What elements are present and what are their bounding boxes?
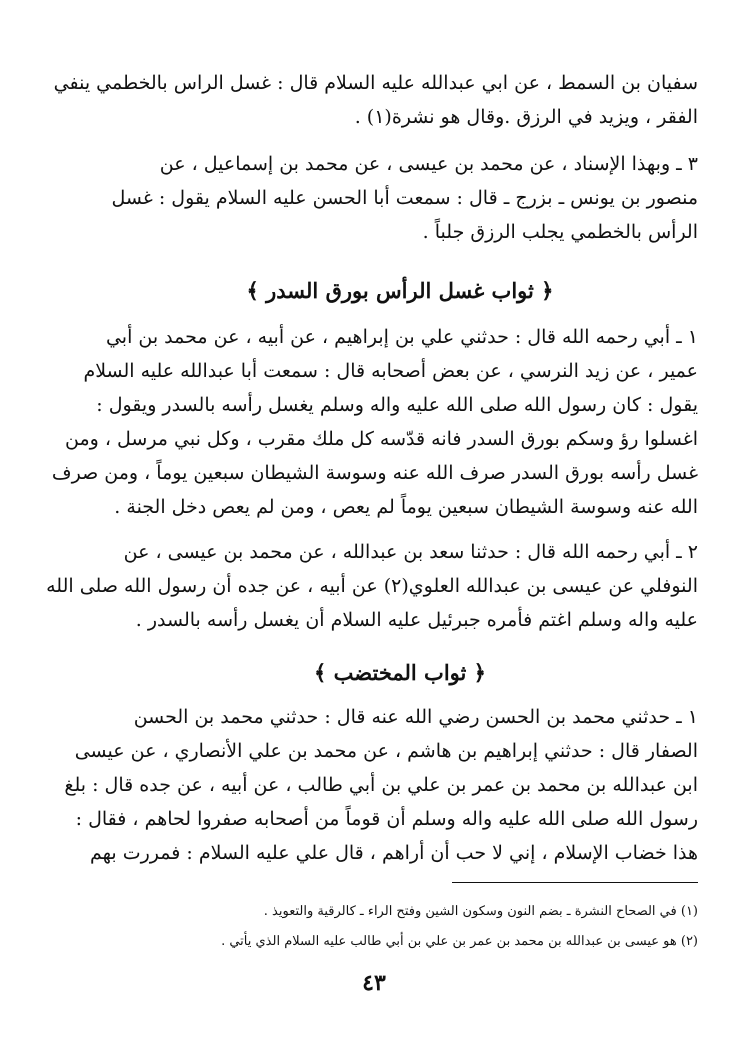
footnote-separator: [452, 882, 698, 883]
paragraph-1: [53, 66, 698, 134]
text-line: منصور بن يونس ـ بزرج ـ قال : سمعت أبا الحسن عليه السلام يقول : غسل: [111, 187, 698, 209]
text-line: ٢ ـ أبي رحمه الله قال : حدثنا سعد بن عبدالله ، عن محمد بن عيسى ، عن: [123, 541, 698, 563]
text-line: سفيان بن السمط ، عن ابي عبدالله عليه السلام قال : غسل الراس بالخطمي ينفي: [53, 72, 698, 94]
section-heading-mukhtadib: ﴿ ثواب المختضب ﴾: [314, 660, 486, 685]
paragraph-2: [102, 147, 698, 249]
text-line: ابن عبدالله بن محمد بن عمر بن علي بن أبي طالب ، عن أبيه ، عن جده قال : بلغ: [64, 774, 698, 796]
paragraph-4: [46, 535, 698, 637]
text-line: رسول الله صلى الله عليه واله وسلم أن قوماً من أصحابه صفروا لحاهم ، فقال :: [75, 808, 698, 830]
page-number: ٤٣: [362, 970, 386, 996]
paragraph-5: [64, 700, 698, 870]
text-line: الصفار قال : حدثني إبراهيم بن هاشم ، عن محمد بن علي الأنصاري ، عن عيسى: [74, 740, 698, 762]
text-line: اغسلوا رؤ وسكم بورق السدر فانه قدّسه كل ملك مقرب ، وكل نبي مرسل ، ومن: [64, 428, 698, 450]
text-line: غسل رأسه بورق السدر صرف الله عنه وسوسة الشيطان سبعين يوماً ، ومن صرف: [51, 462, 698, 484]
text-line: الله عنه وسوسة الشيطان سبعين يوماً لم يعص ، ومن لم يعص دخل الجنة .: [114, 496, 698, 518]
paragraph-3: [51, 320, 698, 524]
text-line: النوفلي عن عيسى بن عبدالله العلوي(٢) عن أبيه ، عن جده أن رسول الله صلى الله: [46, 575, 698, 597]
footnote-1: (١) في الصحاح النشرة ـ بضم النون وسكون الشين وفتح الراء ـ كالرقية والتعويذ .: [263, 904, 698, 919]
text-line: الرأس بالخطمي يجلب الرزق جلباً .: [422, 221, 698, 243]
text-line: عمير ، عن زيد النرسي ، عن بعض أصحابه قال : سمعت أبا عبدالله عليه السلام: [83, 360, 698, 382]
text-line: ٣ ـ وبهذا الإسناد ، عن محمد بن عيسى ، عن محمد بن إسماعيل ، عن: [159, 153, 698, 175]
text-line: يقول : كان رسول الله صلى الله عليه واله وسلم يغسل رأسه بالسدر ويقول :: [96, 394, 698, 416]
text-line: ١ ـ أبي رحمه الله قال : حدثني علي بن إبراهيم ، عن أبيه ، عن محمد بن أبي: [105, 326, 698, 348]
footnote-2: (٢) هو عيسى بن عبدالله بن محمد بن عمر بن علي بن أبي طالب عليه السلام الذي يأتي .: [221, 934, 698, 949]
text-line: هذا خضاب الإسلام ، إني لا حب أن أراهم ، قال علي عليه السلام : فمررت بهم: [90, 842, 698, 864]
text-line: الفقر ، ويزيد في الرزق .وقال هو نشرة(١) .: [354, 106, 698, 128]
text-line: عليه واله وسلم اغتم فأمره جبرئيل عليه السلام أن يغسل رأسه بالسدر .: [135, 609, 698, 631]
section-heading-sidr: ﴿ ثواب غسل الرأس بورق السدر ﴾: [246, 278, 554, 303]
text-line: ١ ـ حدثني محمد بن الحسن رضي الله عنه قال : حدثني محمد بن الحسن: [133, 706, 698, 728]
